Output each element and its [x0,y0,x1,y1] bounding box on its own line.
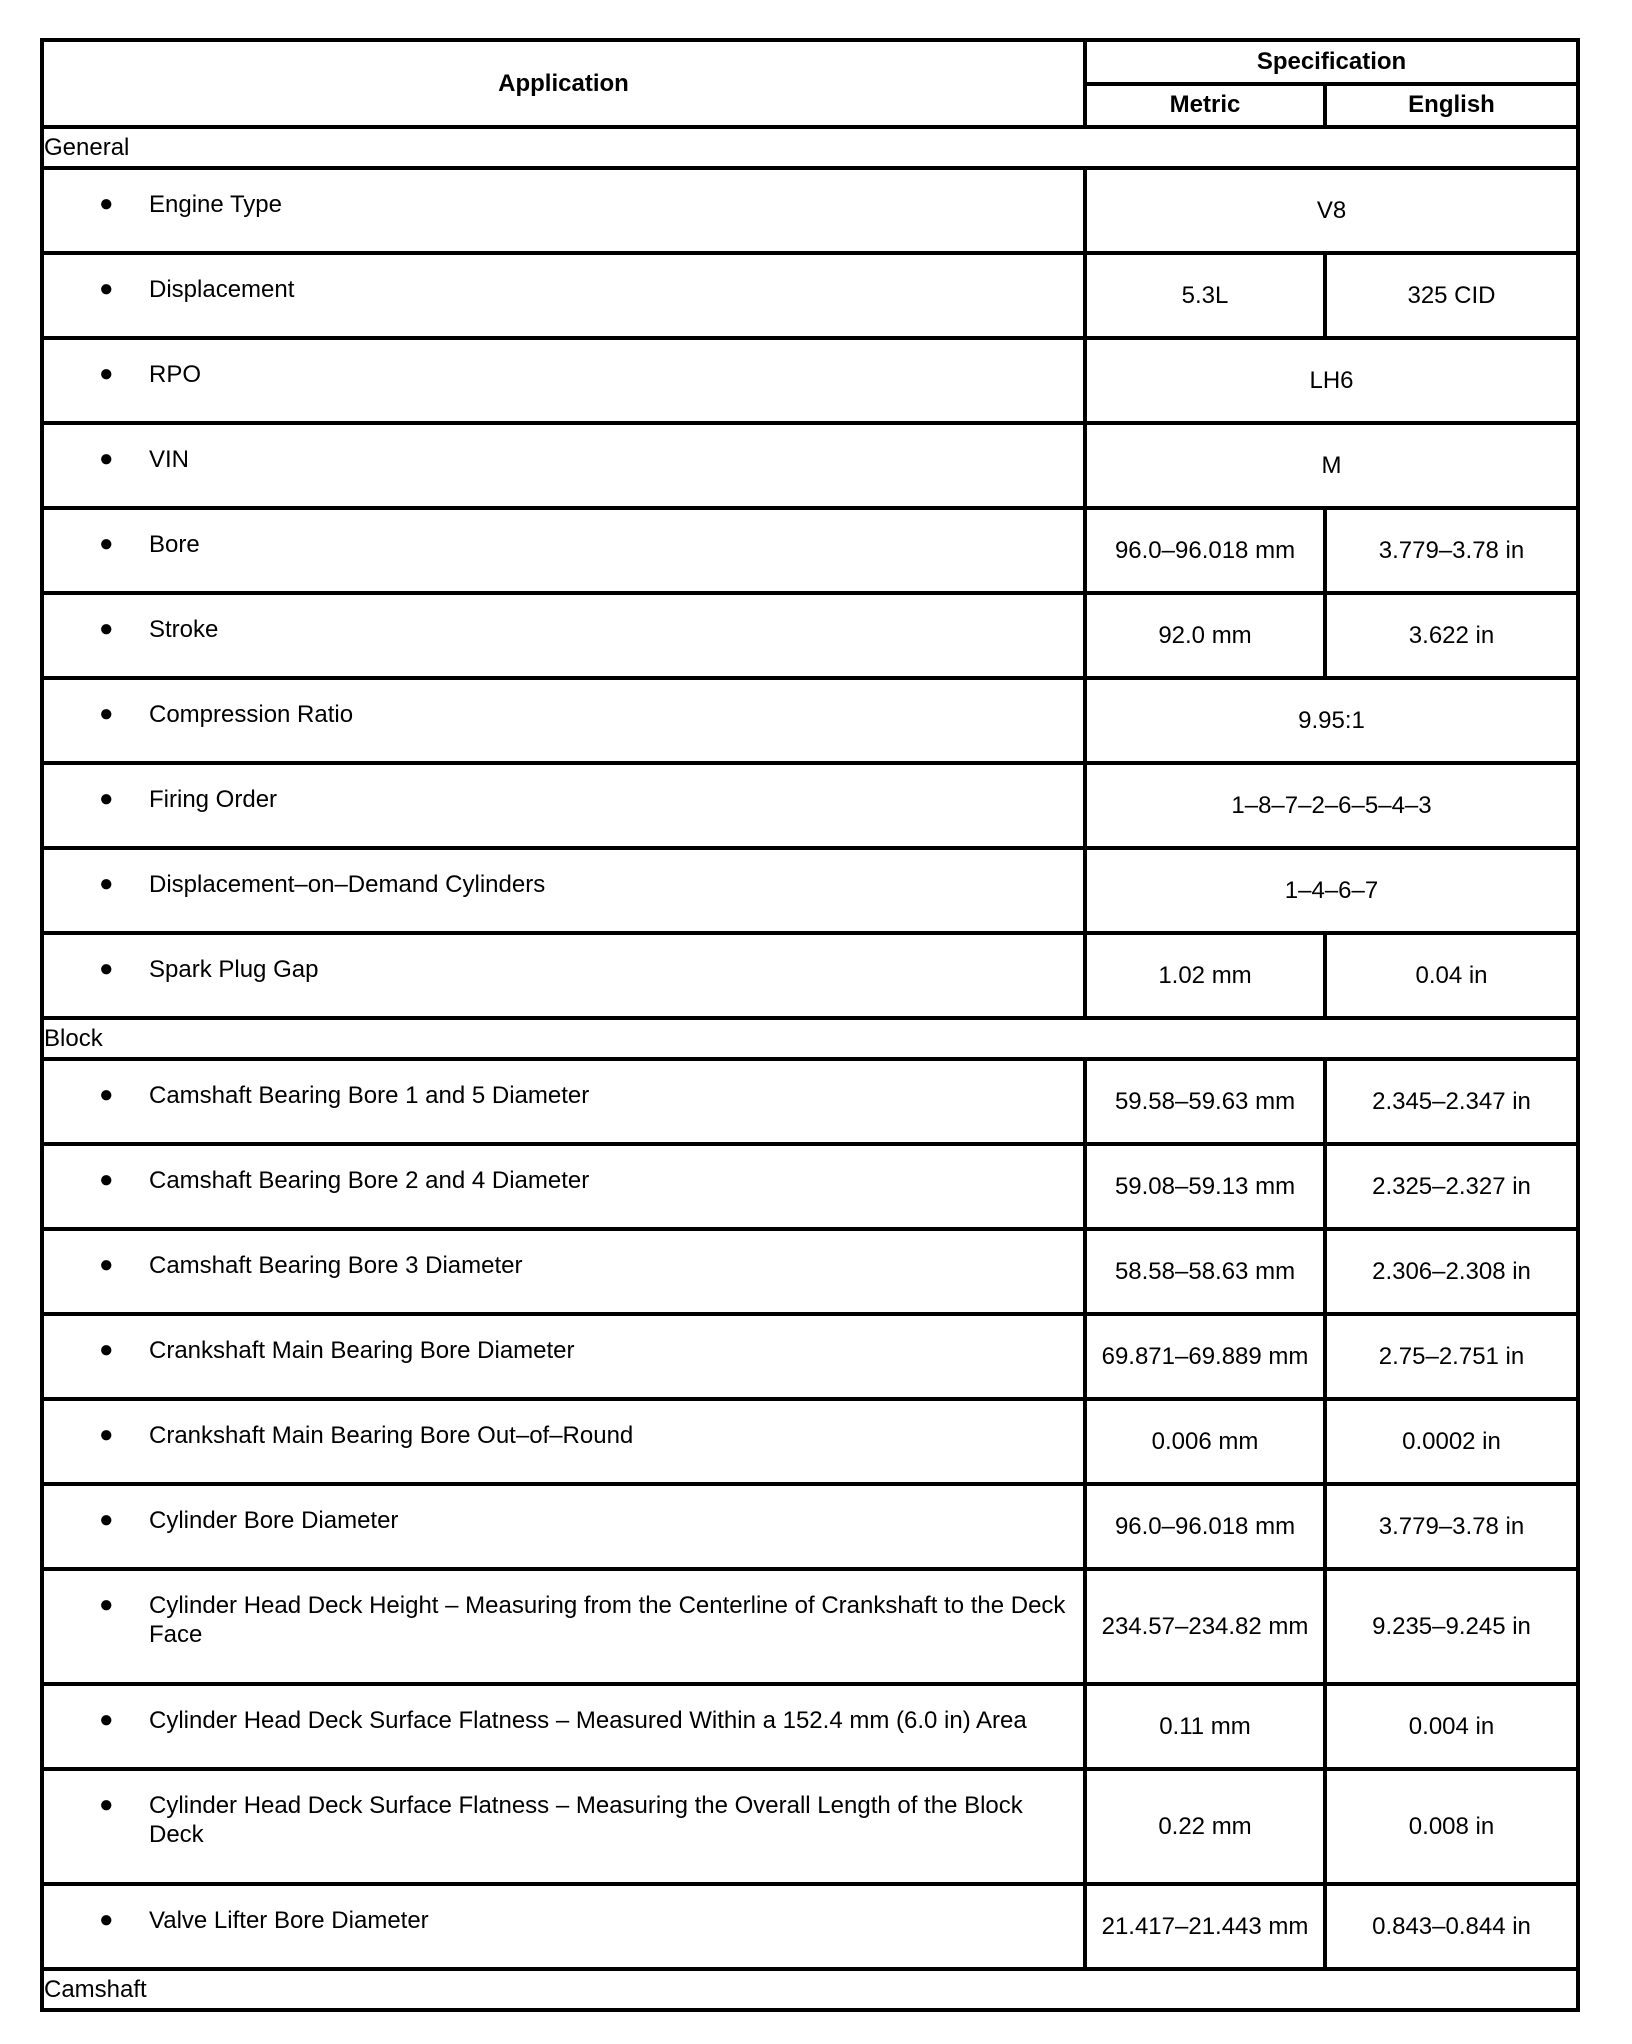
spec-value-combined: LH6 [1085,338,1578,423]
bullet-icon: ● [99,1706,114,1733]
english-value: 2.345–2.347 in [1325,1059,1578,1144]
bullet-icon: ● [99,785,114,812]
bullet-icon: ● [99,870,114,897]
bullet-icon: ● [99,1336,114,1363]
application-label: Cylinder Head Deck Height – Measuring from the Centerline of Crankshaft to the Deck Face [149,1592,1066,1648]
application-cell [42,338,1085,423]
metric-value: 69.871–69.889 mm [1085,1314,1325,1399]
table-row [42,1684,1578,1769]
section-row [42,1969,1578,2010]
application-cell [42,1399,1085,1484]
application-label: Spark Plug Gap [149,956,319,983]
table-row [42,338,1578,423]
application-label: Engine Type [149,191,282,218]
english-value: 0.004 in [1325,1684,1578,1769]
specification-table [40,38,1580,2012]
specification-header: Specification [1085,40,1578,84]
spec-value-combined: 1–4–6–7 [1085,848,1578,933]
application-header: Application [42,40,1085,127]
bullet-icon: ● [99,1166,114,1193]
section-title: General [42,127,1578,168]
section-title: Block [42,1018,1578,1059]
application-cell [42,1059,1085,1144]
table-row [42,763,1578,848]
application-cell [42,423,1085,508]
application-label: Crankshaft Main Bearing Bore Diameter [149,1337,575,1364]
section-title: Camshaft [42,1969,1578,2010]
application-label: Displacement [149,276,295,303]
application-label: Firing Order [149,786,278,813]
application-cell [42,933,1085,1018]
application-cell [42,678,1085,763]
table-row [42,933,1578,1018]
table-row [42,1059,1578,1144]
english-header: English [1325,84,1578,128]
application-cell [42,508,1085,593]
table-row [42,1229,1578,1314]
application-cell [42,848,1085,933]
english-value: 0.008 in [1325,1769,1578,1884]
table-row [42,1399,1578,1484]
english-value: 2.75–2.751 in [1325,1314,1578,1399]
metric-value: 59.08–59.13 mm [1085,1144,1325,1229]
table-row [42,593,1578,678]
table-header [42,40,1578,127]
bullet-icon: ● [99,955,114,982]
spec-value-combined: M [1085,423,1578,508]
table-row [42,168,1578,253]
application-cell [42,253,1085,338]
application-label: Camshaft Bearing Bore 2 and 4 Diameter [149,1167,590,1194]
table-row [42,1884,1578,1969]
bullet-icon: ● [99,700,114,727]
metric-value: 92.0 mm [1085,593,1325,678]
bullet-icon: ● [99,615,114,642]
application-cell [42,1229,1085,1314]
table-row [42,1484,1578,1569]
bullet-icon: ● [99,1906,114,1933]
spec-page [40,38,1576,2012]
application-label: Compression Ratio [149,701,354,728]
metric-value: 21.417–21.443 mm [1085,1884,1325,1969]
bullet-icon: ● [99,1791,114,1818]
metric-value: 0.11 mm [1085,1684,1325,1769]
application-cell [42,1144,1085,1229]
metric-value: 234.57–234.82 mm [1085,1569,1325,1684]
table-body [42,127,1578,2010]
application-cell [42,1769,1085,1884]
section-row [42,127,1578,168]
table-row [42,1144,1578,1229]
spec-value-combined: V8 [1085,168,1578,253]
table-row [42,253,1578,338]
english-value: 2.306–2.308 in [1325,1229,1578,1314]
application-cell [42,168,1085,253]
bullet-icon: ● [99,360,114,387]
metric-value: 96.0–96.018 mm [1085,1484,1325,1569]
application-label: Cylinder Bore Diameter [149,1507,399,1534]
application-cell [42,763,1085,848]
metric-header: Metric [1085,84,1325,128]
english-value: 3.779–3.78 in [1325,1484,1578,1569]
bullet-icon: ● [99,1506,114,1533]
table-row [42,1314,1578,1399]
english-value: 0.843–0.844 in [1325,1884,1578,1969]
english-value: 2.325–2.327 in [1325,1144,1578,1229]
metric-value: 0.006 mm [1085,1399,1325,1484]
application-label: Cylinder Head Deck Surface Flatness – Measuring the Overall Length of the Block Deck [149,1792,1023,1848]
bullet-icon: ● [99,190,114,217]
application-label: Stroke [149,616,219,643]
application-cell [42,1569,1085,1684]
application-cell [42,1484,1085,1569]
table-row [42,1769,1578,1884]
bullet-icon: ● [99,1421,114,1448]
bullet-icon: ● [99,275,114,302]
application-label: RPO [149,361,202,388]
metric-value: 5.3L [1085,253,1325,338]
section-row [42,1018,1578,1059]
application-label: Displacement–on–Demand Cylinders [149,871,546,898]
table-row [42,508,1578,593]
table-row [42,1569,1578,1684]
bullet-icon: ● [99,1081,114,1108]
metric-value: 96.0–96.018 mm [1085,508,1325,593]
spec-value-combined: 1–8–7–2–6–5–4–3 [1085,763,1578,848]
application-cell [42,1884,1085,1969]
metric-value: 59.58–59.63 mm [1085,1059,1325,1144]
application-cell [42,593,1085,678]
bullet-icon: ● [99,1591,114,1618]
english-value: 0.0002 in [1325,1399,1578,1484]
metric-value: 0.22 mm [1085,1769,1325,1884]
application-label: Cylinder Head Deck Surface Flatness – Measured Within a 152.4 mm (6.0 in) Area [149,1707,1027,1734]
bullet-icon: ● [99,445,114,472]
english-value: 325 CID [1325,253,1578,338]
metric-value: 1.02 mm [1085,933,1325,1018]
application-cell [42,1314,1085,1399]
application-label: Camshaft Bearing Bore 3 Diameter [149,1252,523,1279]
bullet-icon: ● [99,530,114,557]
table-row [42,678,1578,763]
english-value: 9.235–9.245 in [1325,1569,1578,1684]
application-label: Camshaft Bearing Bore 1 and 5 Diameter [149,1082,590,1109]
application-label: Valve Lifter Bore Diameter [149,1907,429,1934]
table-row [42,423,1578,508]
application-label: VIN [149,446,190,473]
english-value: 0.04 in [1325,933,1578,1018]
application-label: Crankshaft Main Bearing Bore Out–of–Round [149,1422,634,1449]
application-label: Bore [149,531,200,558]
metric-value: 58.58–58.63 mm [1085,1229,1325,1314]
bullet-icon: ● [99,1251,114,1278]
spec-value-combined: 9.95:1 [1085,678,1578,763]
table-row [42,848,1578,933]
english-value: 3.622 in [1325,593,1578,678]
english-value: 3.779–3.78 in [1325,508,1578,593]
application-cell [42,1684,1085,1769]
